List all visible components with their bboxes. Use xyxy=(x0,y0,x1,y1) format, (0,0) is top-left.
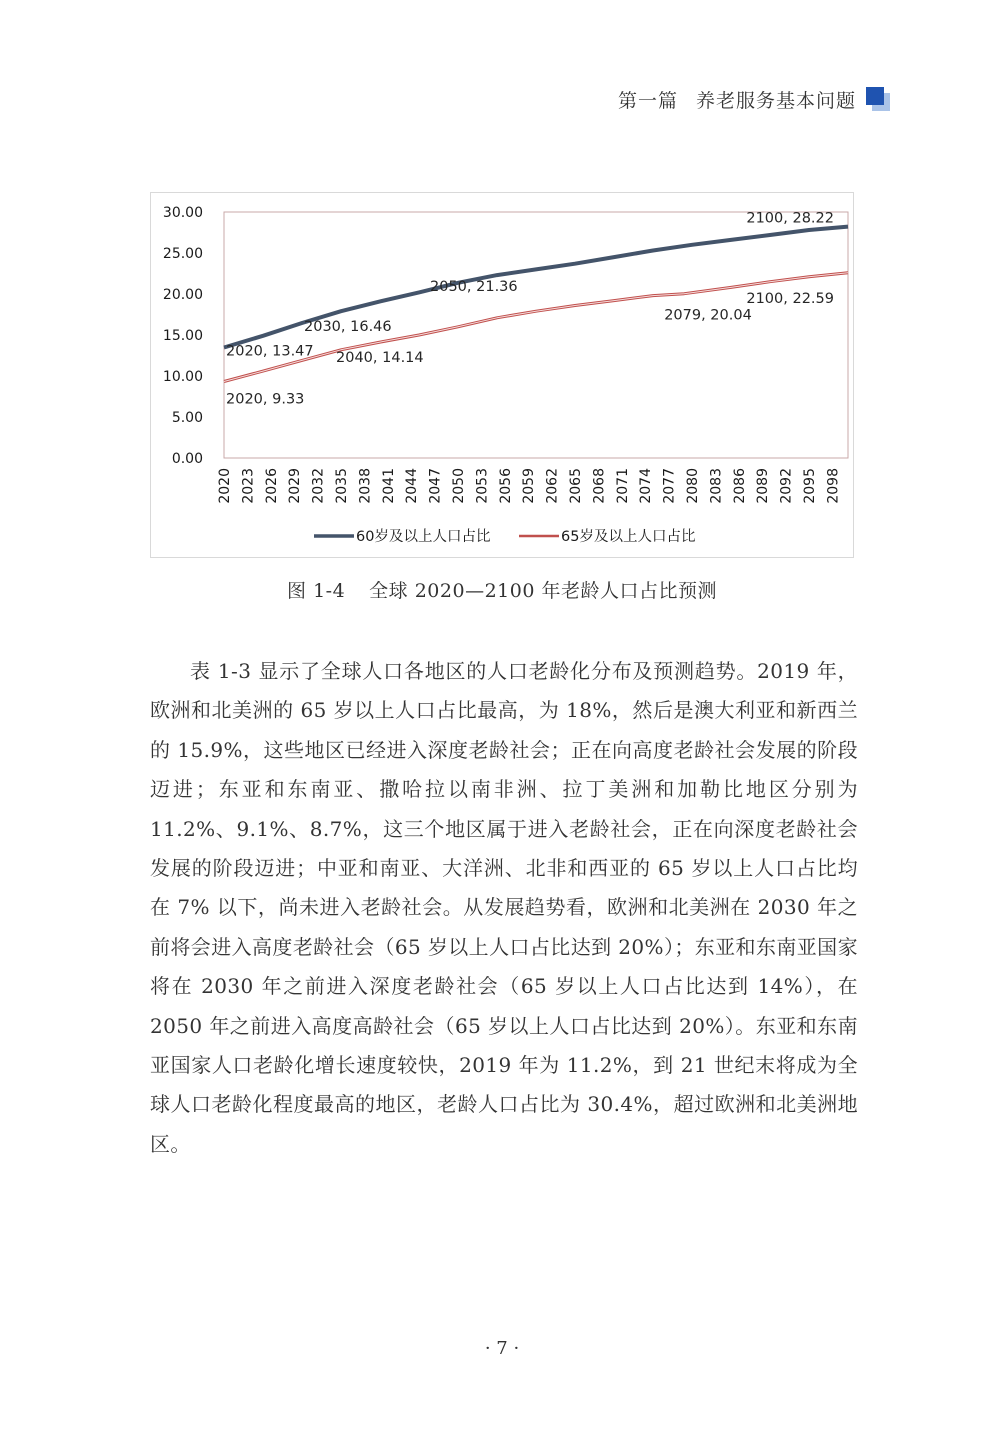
figure-label: 图 1-4 xyxy=(287,580,346,602)
x-tick-label: 2086 xyxy=(731,468,748,504)
x-tick-label: 2020 xyxy=(217,468,233,504)
data-label: 2020, 13.47 xyxy=(226,343,314,360)
x-tick-label: 2053 xyxy=(474,468,491,504)
y-tick-label: 5.00 xyxy=(171,410,203,426)
y-tick-label: 10.00 xyxy=(162,369,203,385)
x-tick-label: 2038 xyxy=(357,468,374,504)
x-tick-label: 2047 xyxy=(427,468,444,504)
page-number: · 7 · xyxy=(484,1338,520,1359)
x-tick-label: 2026 xyxy=(263,468,280,504)
data-label: 2020, 9.33 xyxy=(226,391,305,408)
figure-title: 全球 2020—2100 年老龄人口占比预测 xyxy=(369,580,717,602)
x-tick-label: 2059 xyxy=(521,468,538,504)
x-tick-label: 2080 xyxy=(685,468,701,504)
data-label: 2100, 28.22 xyxy=(746,210,834,227)
x-tick-label: 2089 xyxy=(755,468,772,504)
x-tick-label: 2029 xyxy=(287,468,304,504)
legend-label: 65岁及以上人口占比 xyxy=(561,529,696,545)
data-label: 2040, 14.14 xyxy=(336,350,424,367)
y-tick-label: 25.00 xyxy=(162,246,203,262)
x-tick-label: 2032 xyxy=(310,468,327,504)
x-tick-label: 2062 xyxy=(544,468,561,504)
x-tick-label: 2041 xyxy=(380,468,397,504)
x-tick-label: 2077 xyxy=(661,468,678,504)
data-label: 2100, 22.59 xyxy=(746,290,834,307)
header-chapter-title: 养老服务基本问题 xyxy=(695,90,856,112)
header-part: 第一篇 xyxy=(617,90,678,112)
x-tick-label: 2071 xyxy=(614,468,631,504)
y-tick-label: 15.00 xyxy=(162,328,203,344)
header-title xyxy=(618,86,856,113)
x-tick-label: 2065 xyxy=(568,468,584,504)
x-tick-label: 2092 xyxy=(778,468,795,504)
chart-figure xyxy=(150,192,854,558)
data-label: 2079, 20.04 xyxy=(664,307,752,324)
figure-caption xyxy=(0,576,1004,603)
running-header xyxy=(618,86,892,113)
header-mark-front xyxy=(866,87,884,105)
legend-label: 60岁及以上人口占比 xyxy=(356,529,491,545)
x-tick-label: 2050 xyxy=(451,468,467,504)
x-tick-label: 2083 xyxy=(708,468,725,504)
x-tick-label: 2098 xyxy=(825,468,842,504)
x-tick-label: 2068 xyxy=(591,468,608,504)
y-tick-label: 30.00 xyxy=(162,205,203,221)
body-paragraph: 表 1-3 显示了全球人口各地区的人口老龄化分布及预测趋势。2019 年，欧洲和北美洲的 65 岁以上人口占比最高，为 18%，然后是澳大利亚和新西兰的 15.9%，这些地区已经进入深度老龄社会；正在向高度老龄社会发展的阶段迈进；东亚和东南亚、撒哈拉以南非洲、拉丁美洲和加勒比地区分别为 11.2%、9.1%、8.7%，这三个地区属于进入老龄社会，正在向深度老龄社会发展的阶段迈进；中亚和南亚、大洋洲、北非和西亚的 65 岁以上人口占比均在 7% 以下，尚未进入老龄社会。从发展趋势看，欧洲和北美洲在 2030 年之前将会进入高度老龄社会（65 岁以上人口占比达到 20%）；东亚和东南亚国家将在 2030 年之前进入深度老龄社会（65 岁以上人口占比达到 14%），在 2050 年之前进入高度高龄社会（65 岁以上人口占比达到 20%）。东亚和东南亚国家人口老龄化增长速度较快，2019 年为 11.2%，到 21 世纪末将成为全球人口老龄化程度最高的地区，老龄人口占比为 30.4%，超过欧洲和北美洲地区。 xyxy=(150,659,858,1156)
y-tick-label: 20.00 xyxy=(162,287,203,303)
x-tick-label: 2056 xyxy=(497,468,514,504)
x-tick-label: 2044 xyxy=(404,468,421,504)
data-label: 2030, 16.46 xyxy=(304,319,392,336)
header-square-mark-icon xyxy=(866,87,892,113)
y-tick-label: 0.00 xyxy=(171,451,203,467)
x-tick-label: 2023 xyxy=(240,468,257,504)
line-chart xyxy=(151,193,853,557)
data-label: 2050, 21.36 xyxy=(430,278,518,295)
x-tick-label: 2035 xyxy=(334,468,350,504)
x-tick-label: 2074 xyxy=(638,468,655,504)
x-tick-label: 2095 xyxy=(802,468,818,504)
